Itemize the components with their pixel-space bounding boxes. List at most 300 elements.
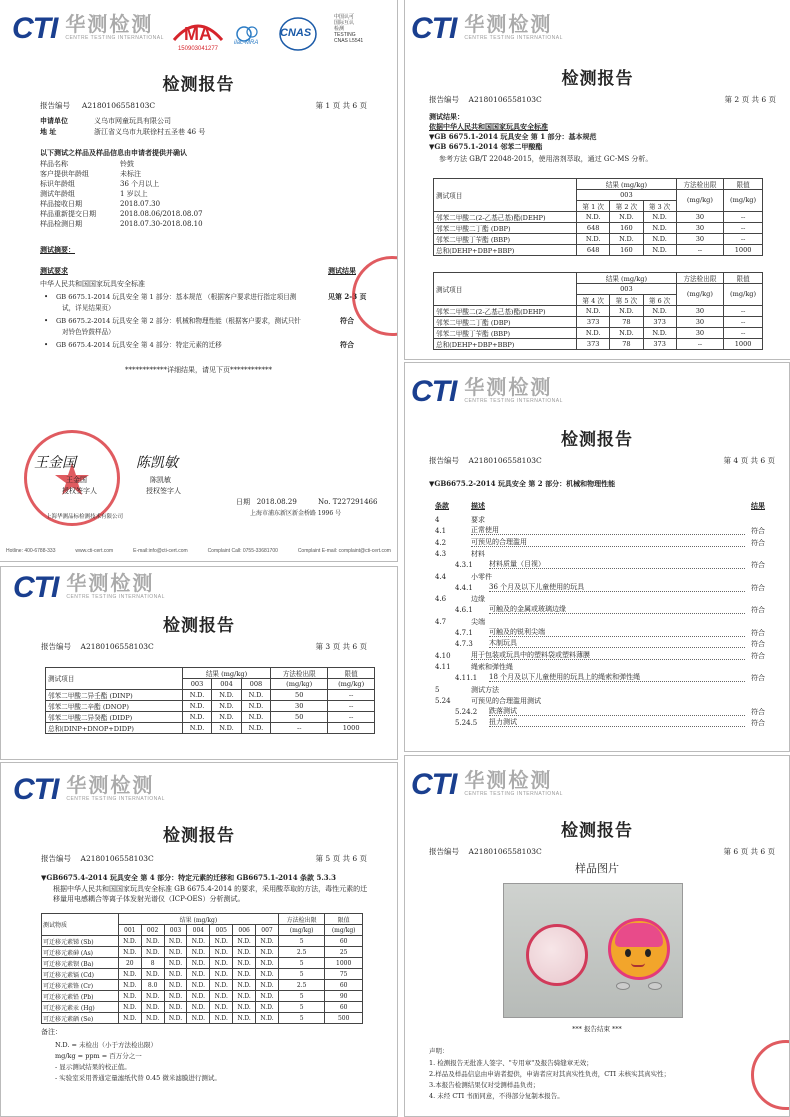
analyte-name: 邻苯二甲酸丁苄酯 (BBP) — [434, 233, 577, 244]
cti-logo-text: CTI — [12, 12, 58, 45]
table-row — [42, 1013, 363, 1024]
result-value: N.D. — [233, 991, 256, 1002]
limit-value: -- — [724, 305, 763, 316]
sample-field-label: 测试年龄组 — [40, 190, 75, 198]
report-header: 报告编号 A2180106558103C 第 2 页 共 6 页 — [429, 95, 776, 104]
result-value: N.D. — [164, 958, 187, 969]
result-value: N.D. — [141, 1002, 164, 1013]
clause-number: 5.24 — [435, 696, 451, 705]
analyte-name: 可迁移元素砷 (As) — [42, 947, 119, 958]
cti-logo: CTI 华测检测 CENTRE TESTING INTERNATIONAL — [13, 571, 165, 604]
limit-value: 500 — [325, 1013, 363, 1024]
summary-item-result: 符合 — [340, 316, 354, 325]
limit-value: 60 — [325, 980, 363, 991]
result-value: N.D. — [212, 700, 241, 711]
sample-field-value: 2018.08.06/2018.08.07 — [120, 210, 203, 218]
table-row — [434, 233, 763, 244]
result-value: N.D. — [210, 980, 233, 991]
clause-description: 扭力测试 — [489, 718, 745, 727]
limit-value: 1000 — [724, 244, 763, 255]
result-value: N.D. — [233, 1013, 256, 1024]
limit-value: 1000 — [325, 958, 363, 969]
result-value: 373 — [643, 338, 676, 349]
analyte-name: 可迁移元素铬 (Cr) — [42, 980, 119, 991]
col-result: 结果 (mg/kg) — [118, 914, 278, 925]
results-label: 测试结果： — [429, 112, 464, 121]
table-row — [434, 244, 763, 255]
page-number: 第 1 页 共 6 页 — [315, 101, 367, 110]
analyte-name: 邻苯二甲酸二异壬酯 (DINP) — [46, 689, 183, 700]
sample-field-label: 标识年龄组 — [40, 180, 75, 188]
result-value: N.D. — [643, 305, 676, 316]
clause-result: 符合 — [751, 708, 765, 717]
result-column-header: 测试结果 — [328, 266, 356, 275]
lab-address: 上海市浦东新区新金桥路 1996 号 — [250, 510, 342, 517]
result-value: N.D. — [610, 327, 643, 338]
note-item: - 显示测试结果的校正值。 — [55, 1063, 131, 1071]
result-value: N.D. — [577, 305, 610, 316]
standard-name: 中华人民共和国国家玩具安全标准 — [40, 280, 145, 288]
result-value: N.D. — [164, 936, 187, 947]
result-value: N.D. — [210, 936, 233, 947]
report-page-5 — [0, 762, 398, 1117]
analyte-name: 邻苯二甲酸二丁酯 (DBP) — [434, 316, 577, 327]
result-value: N.D. — [643, 233, 676, 244]
mdl-value: 2.5 — [278, 980, 324, 991]
result-value: N.D. — [610, 233, 643, 244]
end-note: *** 报告结束 *** — [572, 1025, 622, 1033]
result-value: N.D. — [164, 969, 187, 980]
clause-result: 符合 — [751, 719, 765, 728]
result-value: N.D. — [256, 958, 279, 969]
col-item: 测试项目 — [434, 273, 577, 306]
result-value: N.D. — [210, 991, 233, 1002]
col-limit-unit: (mg/kg) — [325, 925, 363, 936]
clause-result: 符合 — [751, 538, 765, 547]
analyte-name: 邻苯二甲酸二(2-乙基己基)酯(DEHP) — [434, 211, 577, 222]
clause-number: 4.1 — [435, 527, 447, 536]
result-value: N.D. — [233, 969, 256, 980]
phthalate-table-1 — [433, 178, 763, 256]
analyte-name: 可迁移元素锑 (Sb) — [42, 936, 119, 947]
result-value: 20 — [118, 958, 141, 969]
result-value: 78 — [610, 316, 643, 327]
clause-result: 符合 — [751, 606, 765, 615]
result-value: N.D. — [256, 991, 279, 1002]
mdl-value: 5 — [278, 991, 324, 1002]
clause-description: 测试方法 — [471, 685, 499, 694]
limit-value: -- — [724, 222, 763, 233]
phthalate-table-2 — [433, 272, 763, 350]
sample-label: 001 — [118, 925, 141, 936]
mdl-value: 5 — [278, 1002, 324, 1013]
tambourine-plain — [526, 924, 588, 986]
mdl-value: -- — [676, 338, 723, 349]
run-label: 第 6 次 — [643, 294, 676, 305]
signer-2-name: 陈凯敏 — [150, 476, 171, 484]
method-text-1: 根据中华人民共和国国家玩具安全标准 GB 6675.4-2014 的要求，采用酸萃取的方法，毒性元素的迁 — [53, 885, 368, 893]
summary-item-line1: GB 6675.2-2014 玩具安全 第 2 部分：机械和物理性能（根据客户要求，测试只针 — [56, 317, 301, 325]
result-value: N.D. — [643, 327, 676, 338]
summary-item-result: 见第 2-3 页 — [328, 292, 367, 301]
clause-description: 边缘 — [471, 595, 485, 604]
result-value: N.D. — [164, 1013, 187, 1024]
table-row — [46, 722, 375, 733]
result-value: N.D. — [210, 947, 233, 958]
report-title: 检测报告 — [163, 616, 235, 636]
result-header: 结果 — [751, 501, 765, 510]
result-value: N.D. — [187, 1013, 210, 1024]
analyte-name: 总和(DINP+DNOP+DIDP) — [46, 722, 183, 733]
clause-number: 4.6 — [435, 595, 447, 604]
result-value: 8.0 — [141, 980, 164, 991]
cti-logo: CTI 华测检测 CENTRE TESTING INTERNATIONAL — [411, 768, 563, 801]
result-value: N.D. — [210, 1002, 233, 1013]
sample-field-label: 客户提供年龄组 — [40, 170, 89, 178]
result-value: N.D. — [182, 722, 211, 733]
table-row — [42, 980, 363, 991]
cma-logo — [168, 10, 228, 54]
report-date: 日期 2018.08.29 — [236, 498, 297, 506]
clause-description: 可触及的金属或玻璃边缘 — [489, 605, 745, 614]
result-value: N.D. — [182, 689, 211, 700]
requirement-column-header: 测试要求 — [40, 266, 68, 275]
result-value: N.D. — [210, 958, 233, 969]
cnas-badge-text: 中国认可 国际互认 检测 TESTING CNAS L5541 — [334, 14, 364, 44]
result-value: N.D. — [241, 700, 270, 711]
clause-description: 绳索和弹性绳 — [471, 662, 513, 671]
sample-photo — [503, 883, 683, 1018]
table-row — [434, 305, 763, 316]
company-seal-edge — [751, 1040, 790, 1110]
result-value: N.D. — [256, 980, 279, 991]
col-result: 结果 (mg/kg) — [577, 273, 677, 284]
analyte-name: 邻苯二甲酸二丁酯 (DBP) — [434, 222, 577, 233]
col-result: 结果 (mg/kg) — [182, 668, 270, 679]
analyte-name: 邻苯二甲酸二(2-乙基己基)酯(DEHP) — [434, 305, 577, 316]
result-value: N.D. — [256, 969, 279, 980]
result-value: N.D. — [141, 1013, 164, 1024]
result-value: N.D. — [141, 991, 164, 1002]
table-row — [42, 991, 363, 1002]
mdl-value: 30 — [676, 305, 723, 316]
col-item: 测试项目 — [434, 179, 577, 212]
result-value: N.D. — [118, 991, 141, 1002]
clause-description: 18 个月及以下儿童使用的玩具上的绳索和弹性绳 — [489, 673, 745, 682]
run-label: 第 2 次 — [610, 200, 643, 211]
declaration-item: 2.样品及样品信息由申请者提供，申请者应对其真实性负责，CTI 未核实其真实性； — [429, 1070, 671, 1078]
limit-value: -- — [724, 211, 763, 222]
limit-value: -- — [724, 316, 763, 327]
signer-1-title: 授权签字人 — [62, 487, 97, 495]
limit-value: 60 — [325, 936, 363, 947]
col-limit: 限值 — [724, 179, 763, 190]
clause-number: 4.3 — [435, 549, 447, 558]
col-limit-unit: (mg/kg) — [724, 190, 763, 212]
result-value: N.D. — [118, 1002, 141, 1013]
mdl-value: 50 — [271, 711, 328, 722]
report-header: 报告编号 A2180106558103C 第 4 页 共 6 页 — [429, 456, 775, 465]
sample-field-value: 铃鼓 — [120, 160, 134, 168]
method-text: 参考方法 GB/T 22048-2015，使用溶剂萃取，通过 GC-MS 分析。 — [439, 155, 653, 163]
signer-1-name: 王金国 — [66, 476, 87, 484]
report-page-4 — [404, 362, 790, 752]
result-value: N.D. — [241, 689, 270, 700]
result-value: 648 — [577, 244, 610, 255]
result-value: N.D. — [212, 711, 241, 722]
clause-number: 4.2 — [435, 538, 447, 547]
result-value: 160 — [610, 222, 643, 233]
tambourine-face — [608, 918, 670, 980]
clause-number: 4.3.1 — [455, 561, 473, 570]
address-value: 浙江省义乌市九联徐村五圣巷 46 号 — [94, 128, 206, 136]
sample-id: 003 — [577, 284, 677, 295]
table-row — [434, 222, 763, 233]
run-label: 第 1 次 — [577, 200, 610, 211]
result-value: N.D. — [210, 1013, 233, 1024]
analyte-name: 可迁移元素铅 (Pb) — [42, 991, 119, 1002]
sample-field-value: 2018.07.30-2018.08.10 — [120, 220, 203, 228]
table-row — [42, 936, 363, 947]
result-value: 8 — [141, 958, 164, 969]
subsection-title: ▼GB 6675.1-2014 邻苯二甲酸酯 — [429, 142, 543, 151]
table-row — [434, 327, 763, 338]
section-title: ▼GB6675.2-2014 玩具安全 第 2 部分：机械和物理性能 — [429, 479, 616, 488]
result-value: N.D. — [643, 244, 676, 255]
declaration-label: 声明： — [429, 1047, 449, 1055]
col-result: 结果 (mg/kg) — [577, 179, 677, 190]
table-row — [46, 711, 375, 722]
table-row — [42, 1002, 363, 1013]
note-item: - 实验室采用普通定量滤纸代替 0.45 微米滤膜进行测试。 — [55, 1074, 221, 1082]
limit-value: 1000 — [724, 338, 763, 349]
result-value: N.D. — [164, 947, 187, 958]
summary-bullet: • — [44, 317, 49, 325]
cti-logo: CTI 华测检测 CENTRE TESTING INTERNATIONAL — [411, 12, 563, 45]
limit-value: -- — [328, 711, 375, 722]
sample-info-header: 以下测试之样品及样品信息由申请者提供并确认 — [40, 148, 187, 157]
company-seal-edge — [352, 256, 398, 336]
notes-label: 备注： — [41, 1028, 62, 1036]
analyte-name: 邻苯二甲酸二辛酯 (DNOP) — [46, 700, 183, 711]
clause-description: 可预见的合理滥用 — [471, 538, 745, 547]
sample-label: 003 — [164, 925, 187, 936]
report-title: 检测报告 — [163, 826, 235, 846]
declaration-item: 3.本报告检测结果仅对受测样品负责； — [429, 1081, 540, 1089]
sample-label: 004 — [187, 925, 210, 936]
cti-logo: CTI 华测检测 CENTRE TESTING INTERNATIONAL — [13, 773, 165, 806]
col-mdl: 方法检出限 — [271, 668, 328, 679]
ilac-mra-logo — [232, 24, 274, 48]
result-value: 373 — [577, 338, 610, 349]
summary-item-line1: GB 6675.4-2014 玩具安全 第 4 部分：特定元素的迁移 — [56, 341, 222, 349]
col-mdl: 方法检出限 — [278, 914, 324, 925]
report-title: 检测报告 — [561, 430, 633, 450]
mdl-value: -- — [676, 244, 723, 255]
result-value: N.D. — [241, 722, 270, 733]
clause-description: 用于包装或玩具中的塑料袋或塑料薄膜 — [471, 651, 745, 660]
brand-name-cn: 华测检测 — [65, 12, 154, 36]
limit-value: 1000 — [328, 722, 375, 733]
run-label: 第 3 次 — [643, 200, 676, 211]
analyte-name: 可迁移元素镉 (Cd) — [42, 969, 119, 980]
sample-field-value: 1 岁以上 — [120, 190, 148, 198]
result-value: N.D. — [256, 1002, 279, 1013]
analyte-name: 邻苯二甲酸二异癸酯 (DIDP) — [46, 711, 183, 722]
page-footer: Hotline: 400-6788-333 www.cti-cert.com E-mail:info@cti-cert.com Complaint Call: 0755-33681700 Complaint E-mail: complaint@cti-cert.com — [6, 548, 391, 554]
summary-label: 测试摘要： — [40, 245, 75, 254]
report-header: 报告编号 A2180106558103C 第 1 页 共 6 页 — [40, 101, 367, 110]
cti-logo: CTI 华测检测 CENTRE TESTING INTERNATIONAL — [411, 375, 563, 408]
declaration-item: 1. 检测报告无批准人签字、"专用章"及报告骑缝章无效； — [429, 1059, 593, 1067]
result-value: N.D. — [610, 305, 643, 316]
sample-field-label: 样品重新提交日期 — [40, 210, 96, 218]
clause-result: 符合 — [751, 561, 765, 570]
mdl-value: 30 — [676, 327, 723, 338]
mdl-value: 30 — [676, 316, 723, 327]
result-value: N.D. — [212, 689, 241, 700]
table-row — [434, 316, 763, 327]
address-label: 地 址 — [40, 127, 57, 136]
section-title: ▼GB 6675.1-2014 玩具安全 第 1 部分：基本规范 — [429, 132, 597, 141]
signature-2: 陈凯敏 — [136, 455, 178, 471]
method-text-2: 移量用电感耦合等离子体发射光谱仪（ICP-OES）分析测试。 — [53, 895, 245, 903]
result-value: N.D. — [577, 211, 610, 222]
sample-field-value: 36 个月以上 — [120, 180, 160, 188]
result-value: N.D. — [577, 233, 610, 244]
sample-field-value: 未标注 — [120, 170, 141, 178]
result-value: 78 — [610, 338, 643, 349]
signature-1: 王金国 — [34, 455, 76, 471]
report-header: 报告编号 A2180106558103C 第 3 页 共 6 页 — [41, 642, 367, 651]
seal-text: 上海华测品标检测技术有限公司 — [46, 514, 124, 520]
clause-number: 5.24.5 — [455, 719, 478, 728]
sample-label: 002 — [141, 925, 164, 936]
result-value: N.D. — [233, 958, 256, 969]
result-value: N.D. — [643, 222, 676, 233]
col-limit: 限值 — [325, 914, 363, 925]
clause-description: 尖端 — [471, 617, 485, 626]
analyte-name: 总和(DEHP+DBP+BBP) — [434, 338, 577, 349]
result-value: N.D. — [141, 947, 164, 958]
clause-number: 4.4 — [435, 572, 447, 581]
result-value: N.D. — [643, 211, 676, 222]
section-title: ▼GB6675.4-2014 玩具安全 第 4 部分：特定元素的迁移和 GB6675.1-2014 条款 5.3.3 — [41, 873, 336, 882]
clause-number: 4 — [435, 516, 440, 524]
analyte-name: 可迁移元素钡 (Ba) — [42, 958, 119, 969]
result-value: N.D. — [233, 936, 256, 947]
col-limit-unit: (mg/kg) — [328, 679, 375, 690]
report-title: 检测报告 — [561, 821, 633, 841]
report-page-2 — [404, 0, 790, 360]
clause-result: 符合 — [751, 629, 765, 637]
result-value: N.D. — [164, 980, 187, 991]
result-value: N.D. — [164, 991, 187, 1002]
result-value: N.D. — [118, 936, 141, 947]
jingle-icon — [616, 982, 630, 990]
result-value: N.D. — [241, 711, 270, 722]
clause-description: 小零件 — [471, 572, 492, 581]
standard-title: 依据中华人民共和国国家玩具安全标准 — [429, 122, 548, 131]
sample-label: 006 — [233, 925, 256, 936]
result-value: 373 — [577, 316, 610, 327]
signer-2-title: 授权签字人 — [146, 487, 181, 495]
table-row — [42, 958, 363, 969]
col-mdl-unit: (mg/kg) — [278, 925, 324, 936]
note-item: N.D. = 未检出（小于方法检出限） — [55, 1041, 157, 1049]
limit-value: -- — [328, 700, 375, 711]
table-row — [434, 211, 763, 222]
clause-number: 4.11 — [435, 662, 451, 671]
element-migration-table — [41, 913, 363, 1024]
photo-title: 样品图片 — [575, 862, 619, 875]
result-value: N.D. — [141, 969, 164, 980]
clause-result: 符合 — [751, 527, 765, 536]
result-value: N.D. — [233, 947, 256, 958]
sample-field-label: 样品接收日期 — [40, 200, 82, 208]
mdl-value: 30 — [676, 211, 723, 222]
applicant-value: 义乌市网童玩具有限公司 — [94, 117, 171, 125]
ma-text: MA — [184, 24, 212, 44]
report-title: 检测报告 — [162, 75, 235, 95]
run-label: 第 4 次 — [577, 294, 610, 305]
declaration-item: 4. 未经 CTI 书面同意，不得部分复制本报告。 — [429, 1092, 564, 1100]
result-value: N.D. — [577, 327, 610, 338]
table-row — [434, 338, 763, 349]
clause-number: 5 — [435, 685, 440, 694]
report-title: 检测报告 — [561, 69, 634, 89]
mdl-value: 30 — [676, 222, 723, 233]
sample-field-label: 样品名称 — [40, 160, 68, 168]
result-value: N.D. — [118, 1013, 141, 1024]
result-value: N.D. — [233, 980, 256, 991]
summary-item-line2: 对铃色铃鼓样品） — [62, 328, 115, 336]
sample-label: 007 — [256, 925, 279, 936]
result-value: N.D. — [610, 211, 643, 222]
result-value: N.D. — [212, 722, 241, 733]
sample-label: 008 — [241, 679, 270, 690]
mdl-value: 30 — [271, 700, 328, 711]
result-value: N.D. — [187, 980, 210, 991]
result-value: 648 — [577, 222, 610, 233]
summary-item-line1: GB 6675.1-2014 玩具安全 第 1 部分：基本规范 （根据客户要求进行指定项目测 — [56, 293, 297, 301]
mdl-value: 5 — [278, 969, 324, 980]
report-page-6 — [404, 755, 790, 1117]
clause-result: 符合 — [751, 583, 765, 592]
limit-value: 75 — [325, 969, 363, 980]
result-value: 160 — [610, 244, 643, 255]
sample-label: 005 — [210, 925, 233, 936]
clause-number: 4.11.1 — [455, 674, 478, 683]
clause-description: 木制玩具 — [489, 639, 745, 648]
limit-value: -- — [724, 327, 763, 338]
ma-number: 150903041277 — [177, 46, 219, 52]
clause-description: 材料 — [471, 549, 485, 558]
description-header: 描述 — [471, 501, 485, 510]
clause-number: 4.6.1 — [455, 606, 473, 615]
summary-bullet: • — [44, 293, 49, 301]
clause-number: 4.10 — [435, 651, 451, 660]
clause-description: 可预见的合理滥用测试 — [471, 696, 541, 705]
brand-name-en: CENTRE TESTING INTERNATIONAL — [65, 35, 164, 41]
report-page-3 — [0, 566, 398, 760]
col-mdl-unit: (mg/kg) — [676, 284, 723, 306]
clause-description: 材料质量（目视） — [489, 560, 745, 569]
ilac-text: ilac-MRA — [234, 40, 259, 46]
mdl-value: 2.5 — [278, 947, 324, 958]
result-value: N.D. — [210, 969, 233, 980]
summary-item-line2: 试，详见结果页） — [62, 304, 115, 312]
